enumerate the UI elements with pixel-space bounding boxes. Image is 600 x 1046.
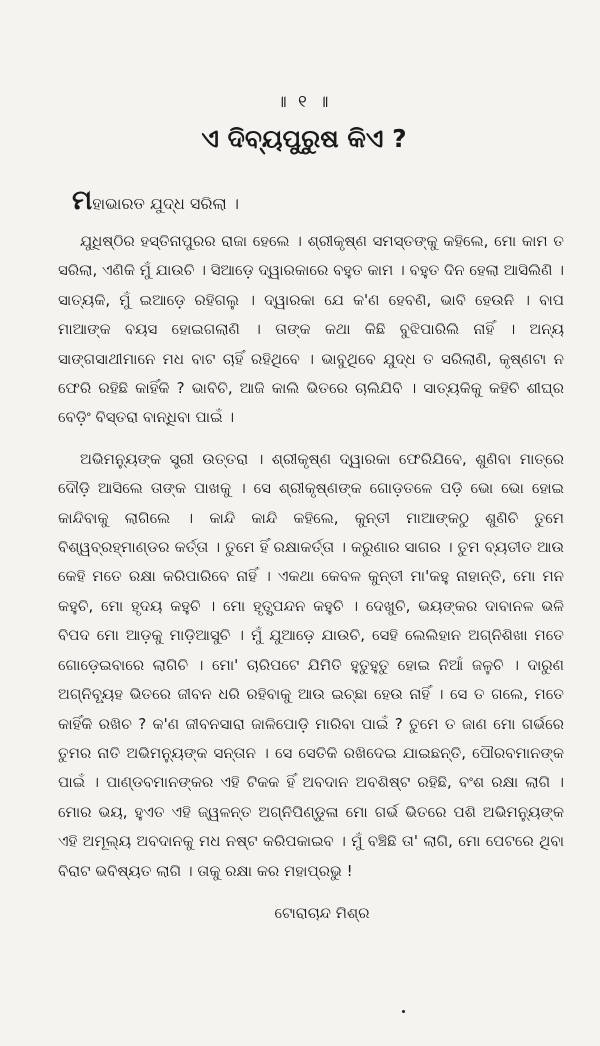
- opening-line: [72, 186, 564, 219]
- paragraph-2: ଅଭିମନ୍ୟୁଙ୍କ ସ୍ତ୍ରୀ ଉତ୍ତରା । ଶ୍ରୀକୃଷ୍ଣ ଦ୍ୱାରକା ଫେରିଯିବେ, ଶୁଣିବା ମାତ୍ରେ ଦୌଡ଼ି ଆସିଲେ ତାଙ୍କ ପାଖକୁ । ସେ ଶ୍ରୀକୃଷ୍ଣଙ୍କ ଗୋଡ଼ତଳେ ପଡ଼ି ଭୋ ଭୋ ହୋଇ କାନ୍ଦିବାକୁ ଲାଗିଲେ । କାନ୍ଦି କାନ୍ଦି କହିଲେ, କୁନ୍ତୀ ମାଆଙ୍କଠୁ ଶୁଣିଚି ତୁମେ ବିଶ୍ୱବ୍ରହ୍ମାଣ୍ଡର କର୍ତ୍ତା । ତୁମେ ହିଁ ରକ୍ଷାକର୍ତ୍ତା । କରୁଣାର ସାଗର । ତୁମ ବ୍ୟତୀତ ଆଉ କେହି ମତେ ରକ୍ଷା କରିପାରିବେ ନାହିଁ । ଏକଥା କେବଳ କୁନ୍ତୀ ମା'କହୁ ନାହାନ୍ତି, ମୋ ମନ କହୁଚି, ମୋ ହୃଦୟ କହୁଚି । ମୋ ହୃତ୍ସ୍ପନ୍ଦନ କହୁଚି । ଦେଖୁଚି, ଭୟଙ୍କର ଦାବାନଳ ଭଳି ବିପଦ ମୋ ଆଡ଼କୁ ମାଡ଼ିଆସୁଚି । ମୁଁ ଯୁଆଡ଼େ ଯାଉଚି, ସେହି ଲେଲିହାନ ଅଗ୍ନିଶିଖା ମତେ ଗୋଡ଼େଇବାରେ ଲାଗିଚି । ମୋ' ଚାରିପଟେ ଯିମିତି ହୁତୁହୁତୁ ହୋଇ ନିଆଁ ଜଳୁଚି । ଦାରୁଣ ଅଗ୍ନିବ୍ୟୂହ ଭିତରେ ଜୀବନ ଧରି ରହିବାକୁ ଆଉ ଇଚ୍ଛା ହେଉ ନାହିଁ । ସେ ତ ଗଲେ, ମତେ କାହିଁକି ରଖିଚ ? କ'ଣ ଜୀବନସାରା ଜାଳିପୋଡ଼ି ମାରିବା ପାଇଁ ? ତୁମେ ତ ଜାଣ ମୋ ଗର୍ଭରେ ତୁମର ନାତି ଅଭିମନ୍ୟୁଙ୍କ ସନ୍ତାନ । ସେ ସେତିକି ରଖିଦେଇ ଯାଇଛନ୍ତି, ପୌରବମାନଙ୍କ ପାଇଁ । ପାଣ୍ଡବମାନଙ୍କର ଏହି ଟିକକ ହିଁ ଅବଦାନ ଅବଶିଷ୍ଟ ରହିଛି, ବଂଶ ରକ୍ଷା ଲାଗି । ମୋର ଭୟ, ହୁଏତ ଏହି ଜ୍ୱଳନ୍ତ ଅଗ୍ନିପିଣ୍ଡୁଳା ମୋ ଗର୍ଭ ଭିତରେ ପଶି ଅଭିମନ୍ୟୁଙ୍କ ଏହି ଅମୂଲ୍ୟ ଅବଦାନକୁ ମଧ ନଷ୍ଟ କରିପକାଇବ । ମୁଁ ବଞ୍ଚିଛି ତା' ଲାଗି, ମୋ ପେଟରେ ଥିବା ବିରାଟ ଭବିଷ୍ୟତ ଲାଗି । ତାକୁ ରକ୍ଷା କର ମହାପ୍ରଭୁ !: [58, 449, 564, 880]
- chapter-title: ଏ ଦିବ୍ୟପୁରୁଷ କିଏ ?: [201, 124, 407, 153]
- paragraph-1: ଯୁଧିଷ୍ଠିର ହସ୍ତିନାପୁରର ରାଜା ହେଲେ । ଶ୍ରୀକୃଷ୍ଣ ସମସ୍ତଙ୍କୁ କହିଲେ, ମୋ କାମ ତ ସରିଲା, ଏଣିକି ମୁଁ ଯାଉଚି । ସିଆଡ଼େ ଦ୍ୱାରକାରେ ବହୁତ କାମ । ବହୁତ ଦିନ ହେଲା ଆସିଲିଣି । ସାତ୍ୟକି, ମୁଁ ଇଆଡ଼େ ରହିଗଲୁ । ଦ୍ୱାରକା ଯେ କ'ଣ ହେବଣି, ଭାବି ହେଉନି । ବାପ ମାଆଙ୍କ ବୟସ ହୋଇଗଲାଣି । ତାଙ୍କ କଥା କିଛି ବୁଝିପାରିଲି ନାହିଁ । ଅନ୍ୟ ସାଙ୍ଗସାଥୀମାନେ ମଧ ବାଟ ଚାହିଁ ରହିଥିବେ । ଭାବୁଥିବେ ଯୁଦ୍ଧ ତ ସରିଲାଣି, କୃଷ୍ଣଟା ନ ଫେରି ରହିଛି କାହିଁକି ? ଭାବିଚି, ଆଜି କାଲି ଭିତରେ ଚାଲିଯିବି । ସାତ୍ୟକିକୁ କହିଚି ଶୀଘ୍ର ବେଡ଼ିଂ ବିସ୍ତରା ବାନ୍ଧିବା ପାଇଁ ।: [58, 232, 564, 427]
- drop-letter: ମ: [72, 185, 93, 216]
- opening-text: ହାଭାରତ ଯୁଦ୍ଧ ସରିଲା ।: [92, 194, 239, 213]
- page-dot-mark: [402, 1010, 405, 1013]
- author-signature: ଟୋରାଚାନ୍ଦ ମିଶ୍ର: [274, 903, 370, 922]
- chapter-number: ॥ ୧ ॥: [276, 92, 332, 112]
